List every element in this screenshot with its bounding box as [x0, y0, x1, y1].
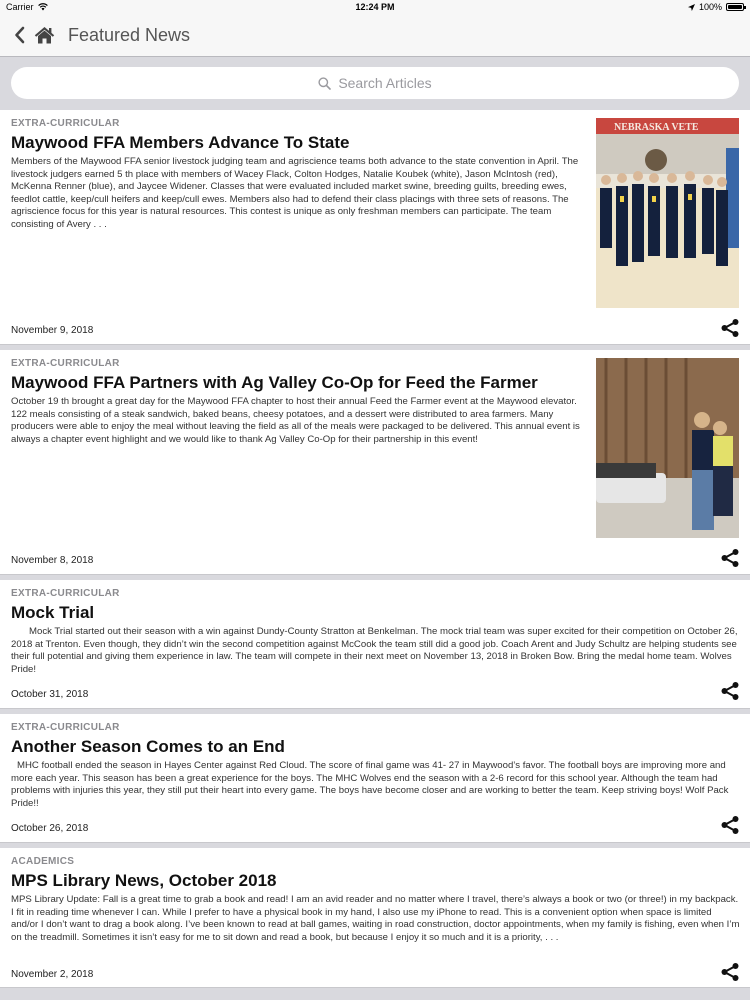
share-icon[interactable] [720, 962, 740, 982]
article-card[interactable] [0, 110, 750, 345]
battery-icon [726, 3, 744, 11]
article-title[interactable]: Another Season Comes to an End [11, 737, 285, 756]
article-title[interactable]: Maywood FFA Partners with Ag Valley Co-Op for Feed the Farmer [11, 373, 538, 392]
share-icon[interactable] [720, 318, 740, 338]
article-date: October 26, 2018 [11, 823, 89, 834]
article-summary: MHC football ended the season in Hayes Center against Red Cloud. The score of final game was 41- 27 in Maywood’s favor. The football boys are improving more and more each year. This season has been a great experience for the boys. The MHC Wolves end the season with a 2-6 record for this school year. Although the team had problems with injuries this year, they still put their heart into every game. The boys have become closer and are working to better the team. Keep striving boys! Wolf Pack Pride!! [11, 760, 729, 809]
article-image[interactable] [596, 358, 739, 538]
article-category: EXTRA-CURRICULAR [11, 588, 120, 599]
chevron-left-icon [14, 26, 25, 44]
back-button[interactable] [14, 25, 28, 45]
article-summary: Mock Trial started out their season with a win against Dundy-County Stratton at Benkelman. The mock trial team was super excited for their competition on October 26, 2018 at Trenton. Even though, they didn’t win the second competition against McCook the team still did a good job. Coach Arent and Judy Schultz are helping students see their full potential and giving them experience in law. The team will compete in their next meet on November 13, 2018 in Broken Bow. Bring the medal home team. Wolves Pride! [11, 626, 738, 675]
search-bar-container [0, 58, 750, 110]
article-card[interactable] [0, 848, 750, 988]
article-summary: Members of the Maywood FFA senior livestock judging team and agriscience teams both advance to the state convention in April. The livestock judgers earned 5 th place with members of Wacey Flack, Colton Hodges, Natalie Koubek (white), Jason McIntosh (red), McKenna Renner (blue), and Jaycee Widener. Classes that were evaluated included market swine, breeding guilts, breeding ewes, feedlot cattle, keep/cull heifers and keep/cull ewes. Members also had to defend their class placings with three sets of reasons. The agriscience focus for this year is natural resources. This contest is unique as only freshman members can participate. The team consisting of Avery . . . [11, 156, 579, 230]
article-image[interactable] [596, 118, 739, 308]
article-date: November 8, 2018 [11, 555, 94, 566]
navigation-bar [0, 14, 750, 57]
article-category: EXTRA-CURRICULAR [11, 118, 120, 129]
article-title[interactable]: Mock Trial [11, 603, 95, 622]
article-category: EXTRA-CURRICULAR [11, 722, 120, 733]
article-date: November 2, 2018 [11, 969, 94, 980]
search-input[interactable] [11, 67, 739, 99]
article-date: November 9, 2018 [11, 325, 94, 336]
home-icon [34, 26, 55, 44]
article-date: October 31, 2018 [11, 689, 89, 700]
status-right [688, 2, 744, 12]
article-card[interactable] [0, 580, 750, 709]
article-card[interactable] [0, 714, 750, 843]
location-arrow-icon [688, 4, 695, 11]
home-button[interactable] [34, 25, 56, 45]
article-summary: October 19 th brought a great day for the Maywood FFA chapter to host their annual Feed the Farmer event at the Maywood elevator. 122 meals consisting of a steak sandwich, baked beans, cheesy potatoes, and a dessert were distributed to area farmers. Many producers were able to enjoy the meal without leaving the field as all of the meals were packaged to be delivered. This annual event is always a chapter event highlight and we would like to thank Ag Valley Co-Op for their partnership in this event! [11, 396, 580, 445]
article-category: EXTRA-CURRICULAR [11, 358, 120, 369]
search-icon [318, 77, 331, 90]
status-time: 12:24 PM [355, 2, 395, 12]
page-title: Featured News [68, 24, 191, 45]
article-title[interactable]: MPS Library News, October 2018 [11, 871, 277, 890]
article-summary: MPS Library Update: Fall is a great time to grab a book and read! I am an avid reader and no matter where I travel, there’s always a book or two (or three!) in my backpack. I fit in reading time whenever I can. While I prefer to have a physical book in my hand, I also use my iPhone to read. This is a convenient option when space is limited and/or I don’t want to drag a book along. I’ve been known to read at ball games, waiting in road construction, doctor appointments, when my family is fishing, even when I’m on the treadmill. Sometimes it isn’t easy for me to sit down and read a book, but because I enjoy it so much and it is a priority, . . . [11, 894, 740, 943]
share-icon[interactable] [720, 681, 740, 701]
article-title[interactable]: Maywood FFA Members Advance To State [11, 133, 350, 152]
share-icon[interactable] [720, 548, 740, 568]
battery-percent: 100% [698, 2, 722, 12]
banner-text: NEBRASKA VETE [614, 122, 699, 133]
article-category: ACADEMICS [11, 856, 75, 867]
carrier-label: Carrier [6, 2, 34, 12]
article-card[interactable] [0, 350, 750, 575]
status-bar [0, 0, 750, 14]
share-icon[interactable] [720, 815, 740, 835]
search-placeholder: Search Articles [338, 75, 432, 91]
